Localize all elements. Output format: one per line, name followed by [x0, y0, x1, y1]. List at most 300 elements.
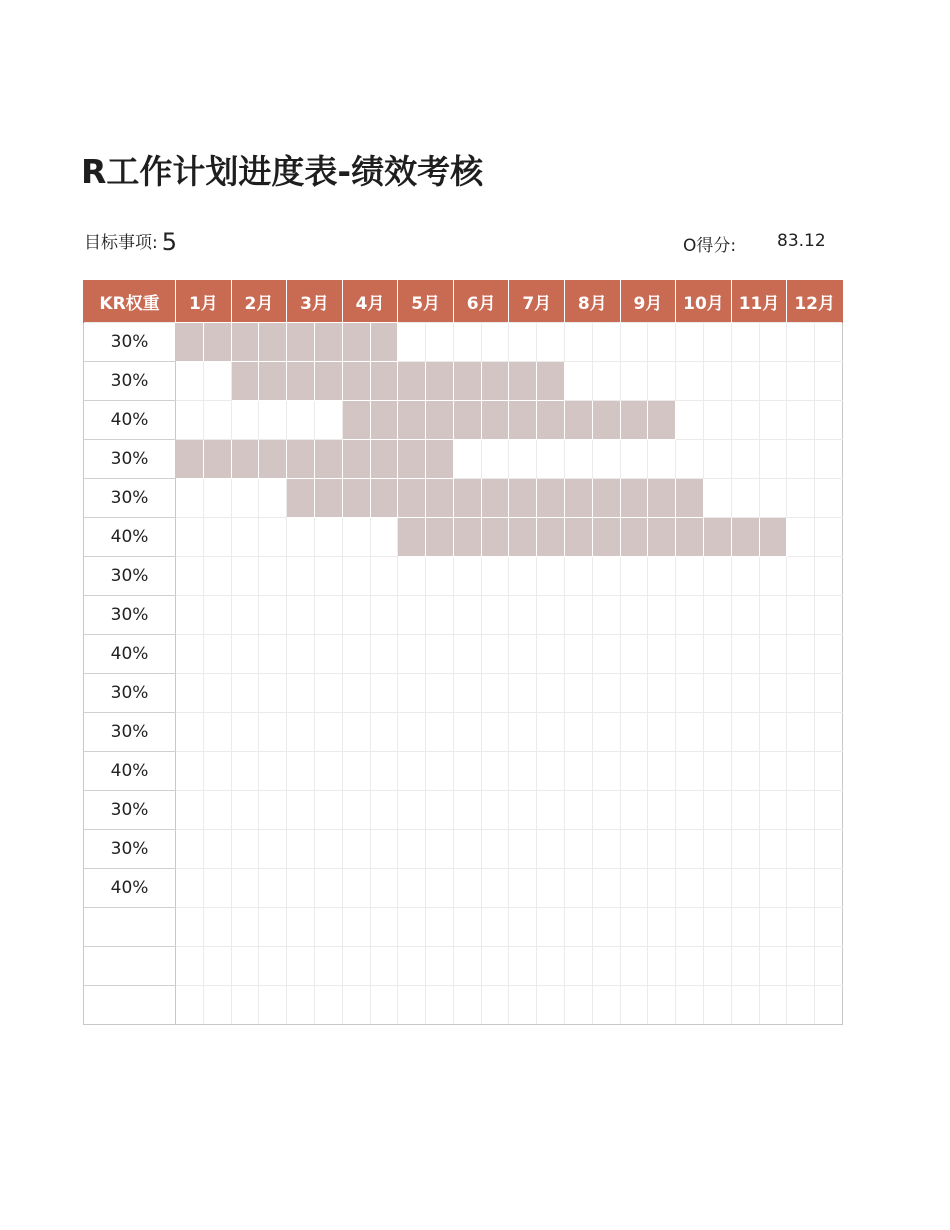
progress-cell[interactable] [176, 869, 204, 908]
progress-cell[interactable] [453, 986, 481, 1025]
progress-cell[interactable] [648, 986, 676, 1025]
progress-cell[interactable] [481, 323, 509, 362]
progress-cell[interactable] [787, 635, 815, 674]
progress-cell[interactable] [509, 908, 537, 947]
progress-cell-filled[interactable] [342, 479, 370, 518]
progress-cell[interactable] [259, 908, 287, 947]
progress-cell[interactable] [453, 635, 481, 674]
progress-cell[interactable] [453, 674, 481, 713]
kr-weight-cell[interactable]: 30% [84, 830, 176, 869]
progress-cell[interactable] [203, 518, 231, 557]
progress-cell[interactable] [315, 674, 343, 713]
progress-cell[interactable] [426, 557, 454, 596]
progress-cell[interactable] [370, 947, 398, 986]
progress-cell[interactable] [287, 947, 315, 986]
progress-cell[interactable] [731, 713, 759, 752]
progress-cell[interactable] [481, 791, 509, 830]
progress-cell[interactable] [537, 830, 565, 869]
progress-cell[interactable] [176, 908, 204, 947]
progress-cell-filled[interactable] [648, 479, 676, 518]
progress-cell[interactable] [481, 713, 509, 752]
progress-cell[interactable] [815, 791, 843, 830]
progress-cell[interactable] [648, 635, 676, 674]
progress-cell[interactable] [703, 908, 731, 947]
progress-cell-filled[interactable] [509, 401, 537, 440]
progress-cell[interactable] [231, 635, 259, 674]
progress-cell[interactable] [426, 752, 454, 791]
progress-cell[interactable] [315, 947, 343, 986]
progress-cell-filled[interactable] [648, 401, 676, 440]
progress-cell[interactable] [565, 791, 593, 830]
progress-cell[interactable] [259, 596, 287, 635]
progress-cell[interactable] [731, 440, 759, 479]
progress-cell[interactable] [203, 791, 231, 830]
progress-cell[interactable] [759, 947, 787, 986]
progress-cell[interactable] [315, 791, 343, 830]
progress-cell[interactable] [453, 440, 481, 479]
progress-cell[interactable] [759, 830, 787, 869]
progress-cell[interactable] [509, 557, 537, 596]
kr-weight-cell[interactable]: 40% [84, 869, 176, 908]
progress-cell[interactable] [315, 518, 343, 557]
progress-cell[interactable] [815, 869, 843, 908]
progress-cell[interactable] [759, 557, 787, 596]
progress-cell[interactable] [231, 518, 259, 557]
kr-weight-cell[interactable]: 30% [84, 557, 176, 596]
progress-cell[interactable] [509, 947, 537, 986]
progress-cell[interactable] [287, 752, 315, 791]
progress-cell[interactable] [731, 323, 759, 362]
progress-cell[interactable] [342, 908, 370, 947]
progress-cell-filled[interactable] [231, 323, 259, 362]
progress-cell[interactable] [537, 674, 565, 713]
progress-cell[interactable] [648, 323, 676, 362]
progress-cell[interactable] [176, 947, 204, 986]
progress-cell[interactable] [203, 362, 231, 401]
progress-cell[interactable] [759, 713, 787, 752]
progress-cell[interactable] [259, 830, 287, 869]
progress-cell[interactable] [509, 674, 537, 713]
progress-cell[interactable] [676, 752, 704, 791]
progress-cell-filled[interactable] [676, 479, 704, 518]
progress-cell[interactable] [176, 713, 204, 752]
progress-cell[interactable] [620, 752, 648, 791]
progress-cell[interactable] [676, 362, 704, 401]
progress-cell[interactable] [231, 479, 259, 518]
kr-weight-cell[interactable]: 30% [84, 674, 176, 713]
progress-cell-filled[interactable] [398, 518, 426, 557]
progress-cell[interactable] [620, 440, 648, 479]
kr-weight-cell[interactable]: 30% [84, 596, 176, 635]
progress-cell[interactable] [203, 401, 231, 440]
progress-cell[interactable] [620, 713, 648, 752]
progress-cell[interactable] [342, 791, 370, 830]
progress-cell[interactable] [315, 986, 343, 1025]
progress-cell[interactable] [537, 713, 565, 752]
progress-cell[interactable] [592, 752, 620, 791]
progress-cell-filled[interactable] [259, 323, 287, 362]
progress-cell[interactable] [398, 947, 426, 986]
progress-cell[interactable] [481, 947, 509, 986]
progress-cell[interactable] [537, 986, 565, 1025]
progress-cell[interactable] [620, 635, 648, 674]
progress-cell[interactable] [787, 557, 815, 596]
kr-weight-cell[interactable]: 40% [84, 518, 176, 557]
progress-cell[interactable] [426, 869, 454, 908]
progress-cell-filled[interactable] [703, 518, 731, 557]
progress-cell[interactable] [509, 830, 537, 869]
progress-cell[interactable] [453, 947, 481, 986]
progress-cell[interactable] [481, 596, 509, 635]
progress-cell[interactable] [676, 869, 704, 908]
progress-cell[interactable] [703, 479, 731, 518]
progress-cell[interactable] [481, 908, 509, 947]
progress-cell[interactable] [203, 908, 231, 947]
progress-cell[interactable] [370, 596, 398, 635]
progress-cell[interactable] [176, 596, 204, 635]
progress-cell[interactable] [620, 908, 648, 947]
progress-cell[interactable] [315, 596, 343, 635]
progress-cell-filled[interactable] [537, 362, 565, 401]
progress-cell[interactable] [592, 596, 620, 635]
progress-cell[interactable] [398, 635, 426, 674]
kr-weight-cell[interactable]: 30% [84, 323, 176, 362]
progress-cell[interactable] [176, 479, 204, 518]
progress-cell[interactable] [565, 869, 593, 908]
progress-cell[interactable] [648, 362, 676, 401]
progress-cell[interactable] [342, 947, 370, 986]
progress-cell[interactable] [398, 908, 426, 947]
progress-cell-filled[interactable] [259, 440, 287, 479]
progress-cell[interactable] [787, 752, 815, 791]
progress-cell-filled[interactable] [620, 401, 648, 440]
progress-cell-filled[interactable] [453, 518, 481, 557]
progress-cell[interactable] [287, 713, 315, 752]
kr-weight-cell[interactable] [84, 986, 176, 1025]
progress-cell[interactable] [315, 869, 343, 908]
progress-cell[interactable] [287, 869, 315, 908]
progress-cell-filled[interactable] [481, 479, 509, 518]
progress-cell[interactable] [731, 752, 759, 791]
progress-cell[interactable] [815, 830, 843, 869]
progress-cell[interactable] [453, 752, 481, 791]
progress-cell[interactable] [426, 635, 454, 674]
progress-cell-filled[interactable] [426, 518, 454, 557]
progress-cell[interactable] [703, 674, 731, 713]
progress-cell[interactable] [592, 791, 620, 830]
progress-cell[interactable] [620, 557, 648, 596]
progress-cell[interactable] [787, 791, 815, 830]
progress-cell[interactable] [231, 557, 259, 596]
progress-cell[interactable] [481, 830, 509, 869]
progress-cell[interactable] [370, 713, 398, 752]
progress-cell[interactable] [259, 752, 287, 791]
progress-cell[interactable] [565, 830, 593, 869]
progress-cell[interactable] [565, 635, 593, 674]
progress-cell[interactable] [203, 674, 231, 713]
progress-cell[interactable] [481, 557, 509, 596]
progress-cell[interactable] [203, 947, 231, 986]
kr-weight-cell[interactable]: 40% [84, 635, 176, 674]
progress-cell[interactable] [342, 830, 370, 869]
progress-cell[interactable] [676, 791, 704, 830]
progress-cell[interactable] [815, 908, 843, 947]
progress-cell-filled[interactable] [176, 323, 204, 362]
progress-cell-filled[interactable] [565, 479, 593, 518]
progress-cell[interactable] [203, 596, 231, 635]
progress-cell-filled[interactable] [592, 518, 620, 557]
progress-cell[interactable] [703, 362, 731, 401]
progress-cell-filled[interactable] [203, 440, 231, 479]
progress-cell[interactable] [481, 986, 509, 1025]
progress-cell[interactable] [703, 869, 731, 908]
progress-cell[interactable] [703, 557, 731, 596]
progress-cell[interactable] [592, 908, 620, 947]
progress-cell[interactable] [231, 869, 259, 908]
progress-cell[interactable] [787, 440, 815, 479]
progress-cell[interactable] [398, 713, 426, 752]
progress-cell[interactable] [676, 713, 704, 752]
kr-weight-cell[interactable]: 40% [84, 401, 176, 440]
progress-cell[interactable] [287, 518, 315, 557]
progress-cell-filled[interactable] [315, 479, 343, 518]
progress-cell[interactable] [565, 947, 593, 986]
progress-cell[interactable] [537, 440, 565, 479]
progress-cell-filled[interactable] [481, 518, 509, 557]
progress-cell-filled[interactable] [315, 323, 343, 362]
progress-cell[interactable] [787, 830, 815, 869]
progress-cell[interactable] [592, 362, 620, 401]
progress-cell[interactable] [231, 596, 259, 635]
progress-cell-filled[interactable] [426, 479, 454, 518]
progress-cell[interactable] [342, 596, 370, 635]
progress-cell[interactable] [176, 830, 204, 869]
progress-cell[interactable] [648, 713, 676, 752]
progress-cell[interactable] [453, 596, 481, 635]
progress-cell-filled[interactable] [370, 323, 398, 362]
progress-cell[interactable] [537, 908, 565, 947]
progress-cell[interactable] [370, 830, 398, 869]
progress-cell[interactable] [176, 518, 204, 557]
progress-cell[interactable] [398, 791, 426, 830]
progress-cell[interactable] [426, 596, 454, 635]
progress-cell[interactable] [731, 401, 759, 440]
progress-cell[interactable] [537, 323, 565, 362]
progress-cell[interactable] [398, 557, 426, 596]
progress-cell-filled[interactable] [398, 401, 426, 440]
progress-cell-filled[interactable] [287, 323, 315, 362]
kr-weight-cell[interactable]: 30% [84, 440, 176, 479]
progress-cell[interactable] [398, 830, 426, 869]
progress-cell[interactable] [759, 635, 787, 674]
progress-cell[interactable] [426, 947, 454, 986]
progress-cell-filled[interactable] [398, 440, 426, 479]
progress-cell[interactable] [592, 947, 620, 986]
progress-cell[interactable] [370, 869, 398, 908]
progress-cell[interactable] [176, 401, 204, 440]
progress-cell[interactable] [509, 635, 537, 674]
progress-cell-filled[interactable] [537, 401, 565, 440]
progress-cell[interactable] [453, 791, 481, 830]
progress-cell-filled[interactable] [620, 479, 648, 518]
progress-cell-filled[interactable] [592, 479, 620, 518]
progress-cell[interactable] [815, 596, 843, 635]
progress-cell-filled[interactable] [648, 518, 676, 557]
progress-cell[interactable] [592, 440, 620, 479]
progress-cell[interactable] [703, 986, 731, 1025]
progress-cell[interactable] [703, 596, 731, 635]
progress-cell[interactable] [731, 674, 759, 713]
progress-cell[interactable] [481, 869, 509, 908]
progress-cell[interactable] [231, 830, 259, 869]
progress-cell[interactable] [592, 830, 620, 869]
progress-cell[interactable] [759, 752, 787, 791]
progress-cell[interactable] [315, 557, 343, 596]
progress-cell-filled[interactable] [287, 479, 315, 518]
progress-cell[interactable] [231, 752, 259, 791]
progress-cell[interactable] [676, 908, 704, 947]
progress-cell[interactable] [759, 674, 787, 713]
progress-cell-filled[interactable] [731, 518, 759, 557]
progress-cell-filled[interactable] [176, 440, 204, 479]
progress-cell[interactable] [648, 791, 676, 830]
progress-cell[interactable] [398, 323, 426, 362]
progress-cell[interactable] [370, 518, 398, 557]
progress-cell[interactable] [703, 635, 731, 674]
progress-cell-filled[interactable] [426, 401, 454, 440]
progress-cell-filled[interactable] [565, 401, 593, 440]
progress-cell[interactable] [620, 986, 648, 1025]
progress-cell[interactable] [759, 986, 787, 1025]
progress-cell[interactable] [565, 557, 593, 596]
progress-cell[interactable] [787, 401, 815, 440]
progress-cell[interactable] [592, 713, 620, 752]
progress-cell[interactable] [370, 791, 398, 830]
progress-cell[interactable] [703, 791, 731, 830]
progress-cell[interactable] [481, 674, 509, 713]
progress-cell[interactable] [259, 635, 287, 674]
progress-cell[interactable] [370, 635, 398, 674]
progress-cell[interactable] [703, 713, 731, 752]
progress-cell[interactable] [537, 596, 565, 635]
kr-weight-cell[interactable] [84, 908, 176, 947]
progress-cell[interactable] [565, 752, 593, 791]
progress-cell-filled[interactable] [342, 323, 370, 362]
progress-cell[interactable] [509, 869, 537, 908]
progress-cell[interactable] [731, 869, 759, 908]
progress-cell[interactable] [648, 440, 676, 479]
progress-cell[interactable] [259, 947, 287, 986]
progress-cell[interactable] [592, 674, 620, 713]
progress-cell[interactable] [509, 986, 537, 1025]
progress-cell-filled[interactable] [676, 518, 704, 557]
progress-cell[interactable] [703, 323, 731, 362]
progress-cell[interactable] [815, 479, 843, 518]
progress-cell[interactable] [176, 557, 204, 596]
progress-cell[interactable] [815, 752, 843, 791]
progress-cell[interactable] [398, 596, 426, 635]
progress-cell[interactable] [787, 362, 815, 401]
kr-weight-cell[interactable]: 30% [84, 362, 176, 401]
kr-weight-cell[interactable]: 30% [84, 791, 176, 830]
progress-cell[interactable] [731, 791, 759, 830]
progress-cell[interactable] [481, 635, 509, 674]
progress-cell[interactable] [315, 635, 343, 674]
progress-cell[interactable] [731, 557, 759, 596]
progress-cell[interactable] [759, 479, 787, 518]
progress-cell[interactable] [231, 947, 259, 986]
progress-cell[interactable] [398, 752, 426, 791]
progress-cell[interactable] [287, 557, 315, 596]
progress-cell[interactable] [565, 674, 593, 713]
progress-cell[interactable] [398, 986, 426, 1025]
progress-cell[interactable] [592, 557, 620, 596]
progress-cell[interactable] [537, 791, 565, 830]
progress-cell[interactable] [815, 986, 843, 1025]
progress-cell[interactable] [509, 752, 537, 791]
progress-cell[interactable] [648, 908, 676, 947]
progress-cell[interactable] [203, 635, 231, 674]
progress-cell[interactable] [703, 752, 731, 791]
progress-cell[interactable] [287, 635, 315, 674]
progress-cell[interactable] [787, 323, 815, 362]
progress-cell-filled[interactable] [287, 440, 315, 479]
progress-cell[interactable] [537, 557, 565, 596]
progress-cell[interactable] [453, 557, 481, 596]
progress-cell[interactable] [231, 401, 259, 440]
progress-cell[interactable] [203, 752, 231, 791]
progress-cell[interactable] [342, 635, 370, 674]
progress-cell[interactable] [203, 986, 231, 1025]
progress-cell[interactable] [676, 440, 704, 479]
progress-cell[interactable] [787, 479, 815, 518]
progress-cell[interactable] [203, 479, 231, 518]
progress-cell[interactable] [620, 830, 648, 869]
progress-cell[interactable] [731, 596, 759, 635]
progress-cell-filled[interactable] [453, 401, 481, 440]
progress-cell[interactable] [176, 635, 204, 674]
progress-cell[interactable] [759, 908, 787, 947]
progress-cell-filled[interactable] [231, 362, 259, 401]
progress-cell[interactable] [315, 713, 343, 752]
progress-cell[interactable] [676, 674, 704, 713]
progress-cell[interactable] [676, 947, 704, 986]
progress-cell[interactable] [787, 596, 815, 635]
kr-weight-cell[interactable]: 40% [84, 752, 176, 791]
progress-cell[interactable] [676, 830, 704, 869]
progress-cell[interactable] [648, 557, 676, 596]
progress-cell-filled[interactable] [592, 401, 620, 440]
progress-cell[interactable] [592, 869, 620, 908]
progress-cell[interactable] [676, 401, 704, 440]
progress-cell[interactable] [315, 830, 343, 869]
progress-cell[interactable] [203, 713, 231, 752]
progress-cell[interactable] [731, 362, 759, 401]
progress-cell[interactable] [342, 752, 370, 791]
progress-cell[interactable] [231, 713, 259, 752]
progress-cell-filled[interactable] [231, 440, 259, 479]
progress-cell[interactable] [759, 401, 787, 440]
progress-cell[interactable] [176, 752, 204, 791]
progress-cell[interactable] [259, 518, 287, 557]
progress-cell[interactable] [259, 479, 287, 518]
progress-cell[interactable] [426, 323, 454, 362]
progress-cell[interactable] [565, 986, 593, 1025]
progress-cell-filled[interactable] [565, 518, 593, 557]
progress-cell[interactable] [703, 830, 731, 869]
progress-cell-filled[interactable] [620, 518, 648, 557]
progress-cell-filled[interactable] [342, 440, 370, 479]
